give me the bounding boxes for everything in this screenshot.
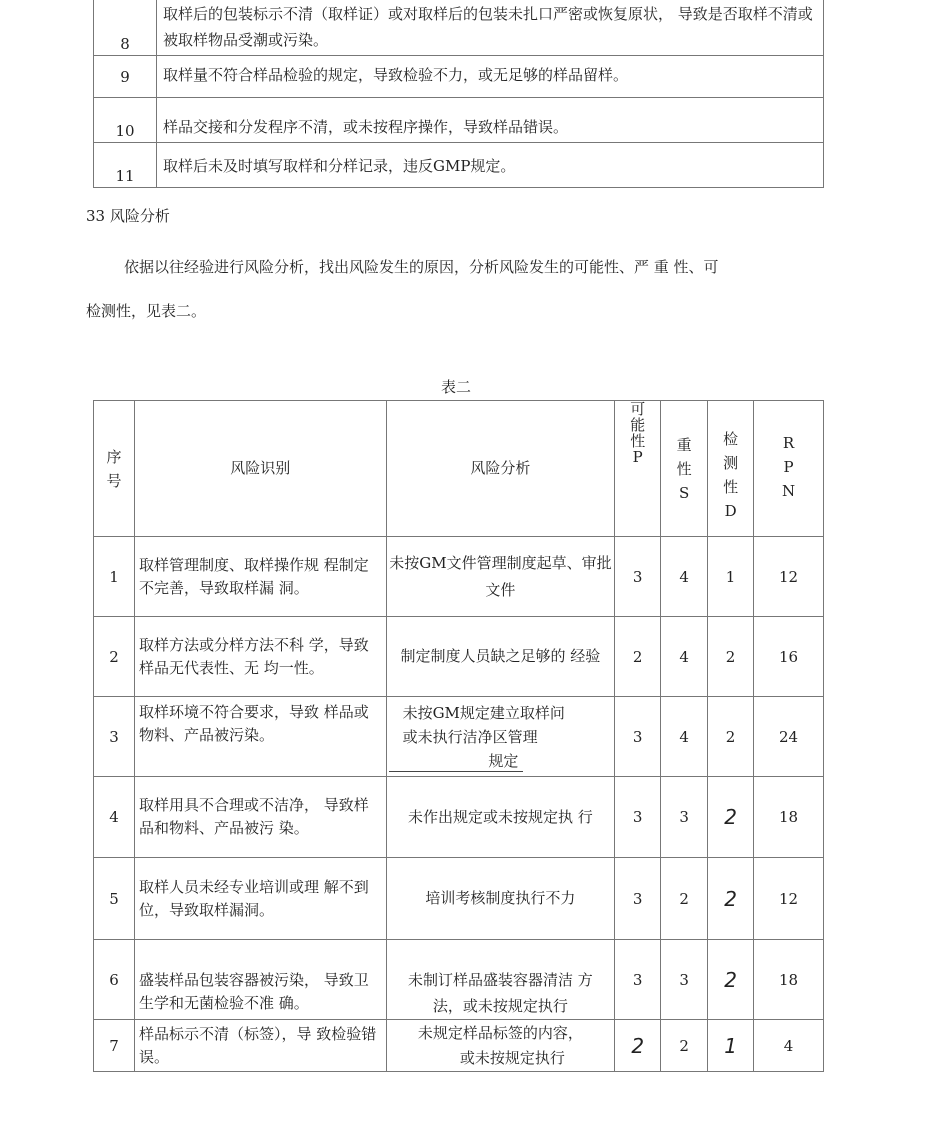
risk-analysis-line: 或未执行洁净区管理 <box>402 727 538 746</box>
risk-identification-table-continued <box>93 0 824 188</box>
risk-analysis-line: 未规定样品标签的内容， <box>417 1023 583 1042</box>
row-number: 4 <box>94 777 135 858</box>
header-detectability: 检测性D <box>708 401 754 537</box>
risk-analysis: 未按GM文件管理制度起草、审批文件 <box>386 537 615 617</box>
value-s: 3 <box>661 940 708 1020</box>
row-number: 2 <box>94 617 135 697</box>
header-identify: 风险识别 <box>134 401 386 537</box>
row-number: 3 <box>94 697 135 777</box>
value-rpn: 18 <box>754 940 824 1020</box>
value-s: 4 <box>661 697 708 777</box>
risk-identify: 盛装样品包装容器被污染， 导致卫生学和无菌检验不准 确。 <box>134 940 386 1020</box>
value-s: 2 <box>661 1020 708 1072</box>
risk-identify: 取样方法或分样方法不科 学，导致样品无代表性、无 均一性。 <box>134 617 386 697</box>
value-p-text: 2 <box>631 1033 645 1058</box>
table-row <box>94 697 824 777</box>
table-row <box>94 0 824 56</box>
table-row <box>94 56 824 98</box>
underline-divider <box>389 771 523 772</box>
value-d-text: 2 <box>724 967 737 992</box>
value-rpn: 24 <box>754 697 824 777</box>
risk-analysis-line: 法，或未按规定执行 <box>432 997 568 1015</box>
row-text: 取样后未及时填写取样和分样记录，违反GMP规定。 <box>157 143 824 188</box>
value-p: 3 <box>615 537 661 617</box>
table-header-row <box>94 401 824 537</box>
section-heading: 33 风险分析 <box>86 207 170 225</box>
risk-analysis: 制定制度人员缺之足够的 经验 <box>386 617 615 697</box>
risk-analysis-line: 或未按规定执行 <box>459 1048 565 1067</box>
value-rpn: 4 <box>754 1020 824 1072</box>
risk-analysis-line: 未按GM规定建立取样问 <box>402 703 565 722</box>
table-row <box>94 1020 824 1072</box>
risk-analysis-table <box>93 400 824 1072</box>
risk-identify: 样品标示不清（标签），导 致检验错误。 <box>134 1020 386 1072</box>
risk-analysis-line: 未制订样品盛装容器清洁 方 <box>408 971 593 989</box>
value-s: 2 <box>661 858 708 940</box>
risk-analysis: 培训考核制度执行不力 <box>386 858 615 940</box>
value-d <box>708 777 754 858</box>
header-analysis: 风险分析 <box>386 401 615 537</box>
value-s: 3 <box>661 777 708 858</box>
table-row <box>94 617 824 697</box>
risk-identify: 取样管理制度、取样操作规 程制定不完善，导致取样漏 洞。 <box>134 537 386 617</box>
risk-identify: 取样环境不符合要求，导致 样品或物料、产品被污染。 <box>134 697 386 777</box>
table-row <box>94 858 824 940</box>
row-text: 取样后的包装标示不清（取样证）或对取样后的包装未扎口严密或恢复原状， 导致是否取样不清或被取样物品受潮或污染。 <box>157 0 824 56</box>
risk-analysis <box>386 1020 615 1072</box>
table-row <box>94 143 824 188</box>
row-number: 6 <box>94 940 135 1020</box>
row-number: 8 <box>94 0 157 56</box>
table-row <box>94 98 824 143</box>
value-p: 3 <box>615 697 661 777</box>
value-d <box>708 858 754 940</box>
risk-analysis <box>386 697 615 777</box>
header-severity: 重性S <box>661 401 708 537</box>
header-probability: 可能性P <box>615 401 661 537</box>
value-d <box>708 940 754 1020</box>
row-text: 取样量不符合样品检验的规定，导致检验不力，或无足够的样品留样。 <box>157 56 824 98</box>
value-d-text: 2 <box>724 886 737 911</box>
row-number: 1 <box>94 537 135 617</box>
risk-analysis: 未作出规定或未按规定执 行 <box>386 777 615 858</box>
table-row <box>94 777 824 858</box>
row-number: 10 <box>94 98 157 143</box>
paragraph-line: 检测性，见表二。 <box>86 302 207 320</box>
value-rpn: 18 <box>754 777 824 858</box>
risk-identify: 取样人员未经专业培训或理 解不到位，导致取样漏洞。 <box>134 858 386 940</box>
table-caption: 表二 <box>441 378 472 396</box>
header-no: 序号 <box>94 401 135 537</box>
risk-identify: 取样用具不合理或不洁净， 导致样品和物料、产品被污 染。 <box>134 777 386 858</box>
value-s: 4 <box>661 617 708 697</box>
value-d-text: 2 <box>724 805 737 829</box>
value-rpn: 12 <box>754 858 824 940</box>
value-p <box>615 1020 661 1072</box>
row-text: 样品交接和分发程序不清，或未按程序操作，导致样品错误。 <box>157 98 824 143</box>
table-row <box>94 940 824 1020</box>
value-d: 2 <box>708 617 754 697</box>
value-p: 3 <box>615 858 661 940</box>
risk-analysis-line: 规定 <box>488 751 519 770</box>
row-number: 11 <box>94 143 157 188</box>
row-number: 5 <box>94 858 135 940</box>
risk-analysis <box>386 940 615 1020</box>
row-number: 9 <box>94 56 157 98</box>
row-number: 7 <box>94 1020 135 1072</box>
table-row <box>94 537 824 617</box>
paragraph-line: 依据以往经验进行风险分析，找出风险发生的原因，分析风险发生的可能性、严 重 性、可 <box>124 258 719 276</box>
value-d: 2 <box>708 697 754 777</box>
value-s: 4 <box>661 537 708 617</box>
header-rpn: RPN <box>754 401 824 537</box>
value-d <box>708 1020 754 1072</box>
value-rpn: 12 <box>754 537 824 617</box>
value-p: 3 <box>615 940 661 1020</box>
value-p: 3 <box>615 777 661 858</box>
value-d-text: 1 <box>724 1033 737 1058</box>
value-p: 2 <box>615 617 661 697</box>
value-rpn: 16 <box>754 617 824 697</box>
value-d: 1 <box>708 537 754 617</box>
